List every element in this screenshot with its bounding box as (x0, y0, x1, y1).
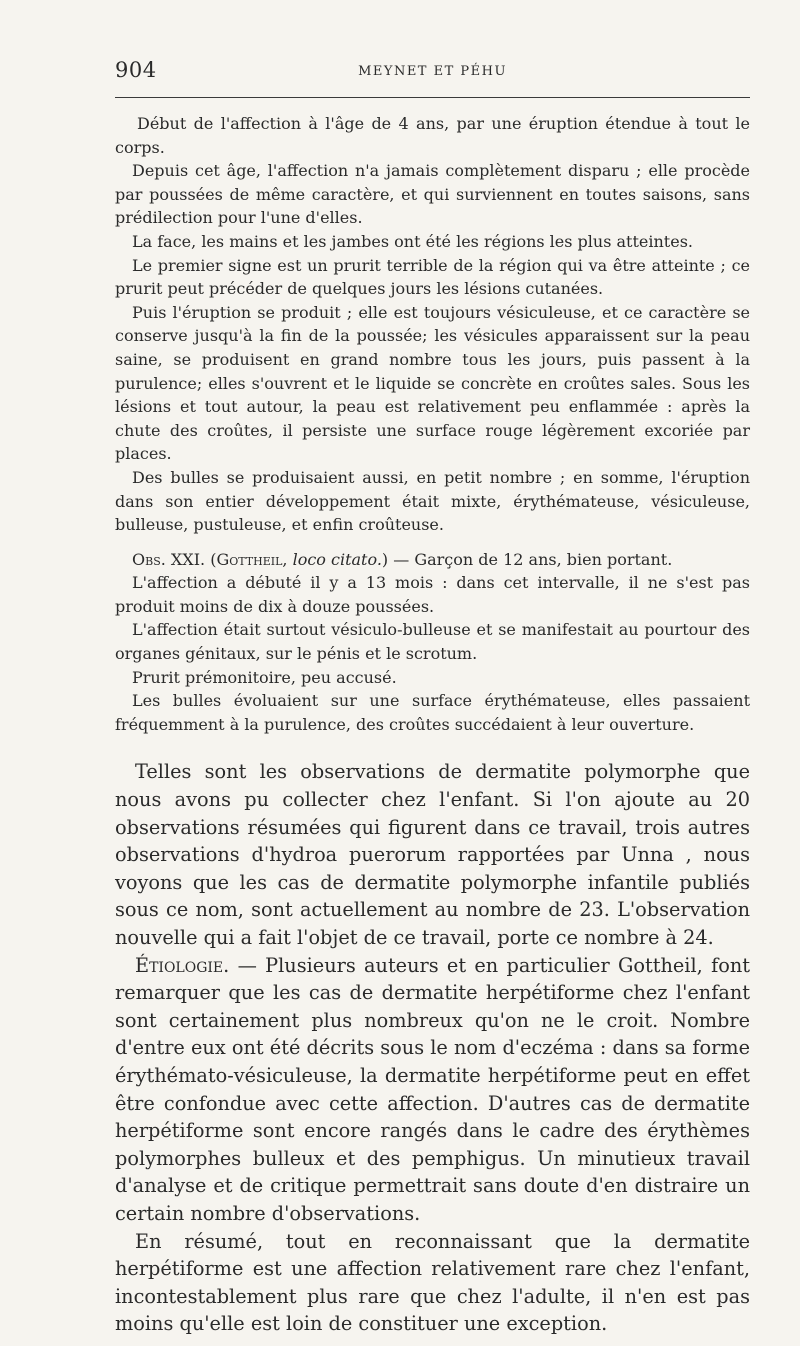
obs-paragraph: Des bulles se produisaient aussi, en petit nombre ; en somme, l'éruption dans son entier développement était mixte, érythémateuse, vésiculeuse, bulleuse, pustuleuse, et enfin croûteuse. (115, 467, 750, 535)
obs-paragraph: La face, les mains et les jambes ont été les régions les plus atteintes. (132, 231, 693, 251)
obs-xxi-paragraph: Prurit prémonitoire, peu accusé. (132, 667, 397, 687)
etiology-paragraph (115, 952, 750, 1228)
etiology-text: — Plusieurs auteurs et en particulier Gottheil, font remarquer que les cas de dermatite herpétiforme chez l'enfant sont certainement plus nombreux qu'on ne le croit. Nombre d'entre eux ont été décrits sous le nom d'eczéma : dans sa forme érythémato-vésiculeuse, la dermatite herpétiforme peut en effet être confondue avec cette affection. D'autres cas de dermatite herpétiforme sont encore rangés dans le cadre des érythèmes polymorphes bulleux et des pemphigus. Un minutieux travail d'analyse et de critique permettrait sans doute d'en distraire un certain nombre d'observations. (115, 953, 750, 1225)
etiology-label: Étiologie. (135, 953, 230, 977)
obs-xxi-summary: — Garçon de 12 ans, bien portant. (393, 549, 673, 569)
obs-xxi-label: Obs. XXI. (132, 549, 206, 569)
main-text-section (115, 758, 750, 1337)
page-body (115, 112, 750, 1338)
main-paragraph: Telles sont les observations de dermatite polymorphe que nous avons pu collecter chez l'enfant. Si l'on ajoute au 20 observations résumées qui figurent dans ce travail, trois autres observations d'hydroa puerorum rapportées par Unna , nous voyons que les cas de dermatite polymorphe infantile publiés sous ce nom, sont actuellement au nombre de 23. L'observation nouvelle qui a fait l'objet de ce travail, porte ce nombre à 24. (115, 760, 750, 949)
summary-paragraph: En résumé, tout en reconnaissant que la dermatite herpétiforme est une affection relativement rare chez l'enfant, incontestablement plus rare que chez l'adulte, il n'en est pas moins qu'elle est loin de constituer une exception. (115, 1229, 750, 1336)
page-number: 904 (115, 58, 157, 82)
obs-xxi-author: Gottheil, (216, 549, 288, 569)
obs-paragraph: Début de l'affection à l'âge de 4 ans, par une éruption étendue à tout le corps. (115, 114, 750, 157)
obs-xxi-paragraph: L'affection était surtout vésiculo-bulleuse et se manifestait au pourtour des organes génitaux, sur le pénis et le scrotum. (115, 620, 750, 664)
obs-xxi-heading: Obs. XXI. (Gottheil, loco citato.) — Garçon de 12 ans, bien portant. (132, 549, 673, 569)
page-header (115, 58, 750, 88)
observation-section (115, 112, 750, 736)
obs-paragraph: Le premier signe est un prurit terrible de la région qui va être atteinte ; ce prurit peut précéder de quelques jours les lésions cutanées. (115, 255, 750, 299)
obs-xxi-paragraph: L'affection a débuté il y a 13 mois : dans cet intervalle, il ne s'est pas produit moins de dix à douze poussées. (115, 573, 750, 616)
obs-paragraph: Puis l'éruption se produit ; elle est toujours vésiculeuse, et ce caractère se conserve jusqu'à la fin de la poussée; les vésicules apparaissent sur la peau saine, se produisent en grand nombre tous les jours, puis passent à la purulence; elles s'ouvrent et le liquide se concrète en croûtes sales. Sous les lésions et tout autour, la peau est relativement peu enflammée : après la chute des croûtes, il persiste une surface rouge légèrement excoriée par places. (115, 302, 750, 464)
header-rule (115, 97, 750, 98)
running-title: MEYNET ET PÉHU (358, 64, 507, 79)
obs-xxi-citation: loco citato. (292, 549, 382, 569)
obs-paragraph: Depuis cet âge, l'affection n'a jamais complètement disparu ; elle procède par poussées de même caractère, et qui surviennent en toutes saisons, sans prédilection pour l'une d'elles. (115, 161, 750, 228)
obs-xxi-paragraph: Les bulles évoluaient sur une surface érythémateuse, elles passaient fréquemment à la purulence, des croûtes succédaient à leur ouverture. (115, 691, 750, 734)
